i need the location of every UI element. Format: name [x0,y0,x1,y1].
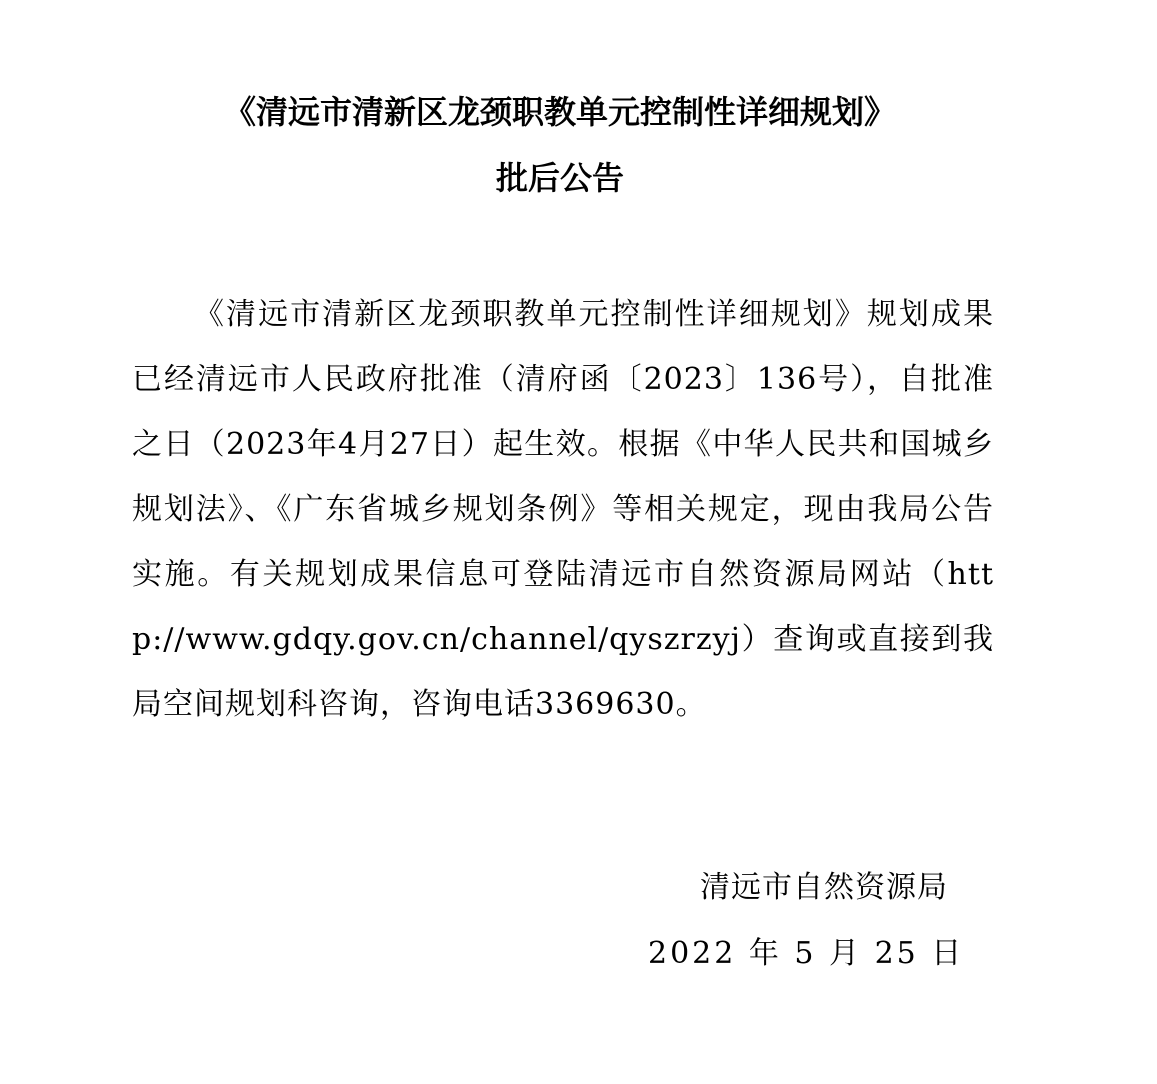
signature-date: 2022 年 5 月 25 日 [648,936,965,971]
title-line-1: 《清远市清新区龙颈职教单元控制性详细规划》 [223,93,896,131]
announcement-body: 《清远市清新区龙颈职教单元控制性详细规划》规划成果已经清远市人民政府批准（清府函〔2023〕136号），自批准之日（2023年4月27日）起生效。根据《中华人民共和国城乡规划法》、《广东省城乡规划条例》等相关规定，现由我局公告实施。有关规划成果信息可登陆清远市自然资源局网站（http://www.gdqy.gov.cn/channel/qyszrzyj）查询或直接到我局空间规划科咨询，咨询电话3369630。 [132,297,994,722]
title-line-2: 批后公告 [495,159,624,197]
signature-organization: 清远市自然资源局 [700,870,948,905]
